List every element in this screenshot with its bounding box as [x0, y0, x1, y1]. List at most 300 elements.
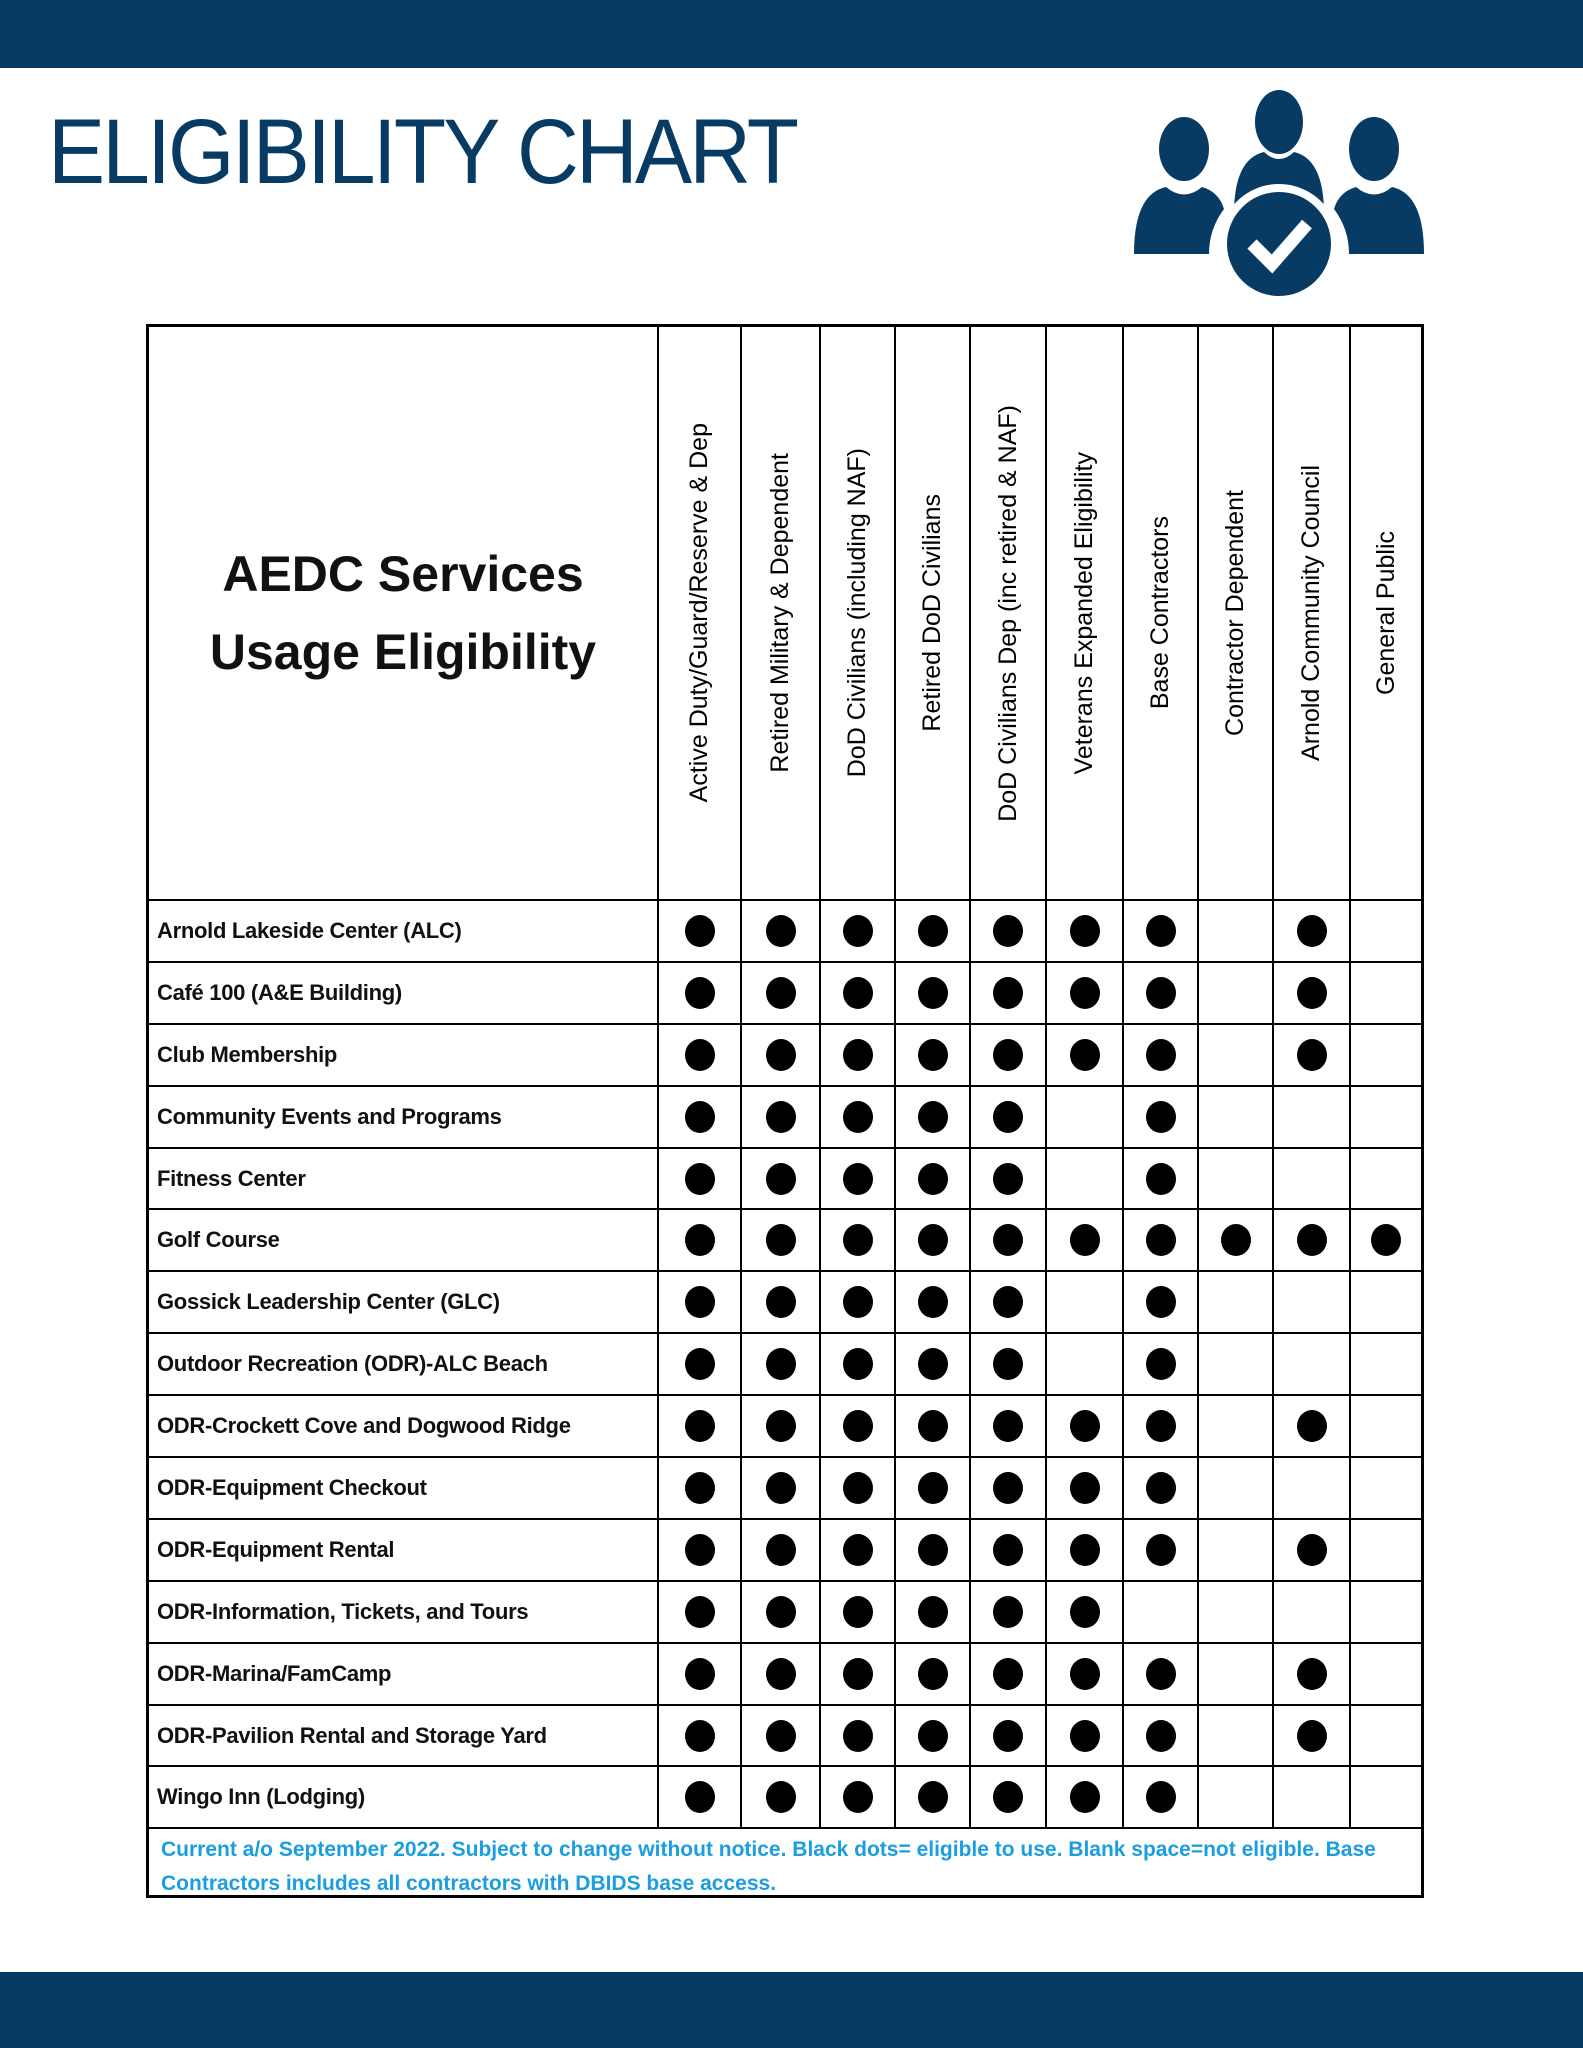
eligible-dot: [843, 1534, 873, 1566]
eligible-dot: [766, 1596, 796, 1628]
eligibility-cell: [1351, 1706, 1421, 1768]
eligibility-cell: [742, 1582, 821, 1644]
eligibility-cell: [1274, 1582, 1351, 1644]
eligibility-cell: [659, 1582, 742, 1644]
table-corner-title: [149, 327, 659, 901]
eligible-dot: [1146, 915, 1176, 947]
row-label: Outdoor Recreation (ODR)-ALC Beach: [149, 1334, 659, 1396]
eligibility-cell: [742, 1644, 821, 1706]
group-checkmark-icon: [1134, 84, 1424, 304]
eligibility-cell: [659, 1458, 742, 1520]
eligibility-cell: [1351, 963, 1421, 1025]
eligibility-cell: [742, 901, 821, 963]
column-header-label: General Public: [1371, 531, 1400, 695]
eligibility-cell: [1124, 1582, 1199, 1644]
eligible-dot: [1146, 1720, 1176, 1752]
eligible-dot: [918, 1101, 948, 1133]
eligible-dot: [993, 1163, 1023, 1195]
eligible-dot: [685, 1720, 715, 1752]
eligibility-cell: [1047, 1582, 1124, 1644]
eligibility-cell: [896, 1272, 971, 1334]
eligibility-cell: [821, 1706, 896, 1768]
eligibility-cell: [896, 1767, 971, 1829]
eligibility-cell: [971, 1087, 1047, 1149]
eligible-dot: [918, 1596, 948, 1628]
eligibility-cell: [742, 1087, 821, 1149]
eligible-dot: [918, 915, 948, 947]
top-banner: [0, 0, 1583, 68]
eligibility-cell: [1351, 901, 1421, 963]
eligibility-cell: [1047, 901, 1124, 963]
row-label: Wingo Inn (Lodging): [149, 1767, 659, 1829]
eligibility-cell: [742, 1334, 821, 1396]
eligibility-cell: [1274, 1644, 1351, 1706]
eligibility-cell: [1351, 1458, 1421, 1520]
row-label: ODR-Equipment Checkout: [149, 1458, 659, 1520]
eligibility-cell: [896, 963, 971, 1025]
eligibility-cell: [1047, 1767, 1124, 1829]
eligible-dot: [843, 1286, 873, 1318]
eligible-dot: [766, 1163, 796, 1195]
eligibility-cell: [1199, 1458, 1274, 1520]
eligibility-cell: [821, 1767, 896, 1829]
eligible-dot: [1146, 1472, 1176, 1504]
column-header-label: Retired Military & Dependent: [766, 453, 794, 773]
eligible-dot: [1070, 977, 1100, 1009]
eligible-dot: [685, 1410, 715, 1442]
column-header: [659, 327, 742, 901]
eligibility-cell: [821, 1087, 896, 1149]
eligibility-cell: [1199, 1767, 1274, 1829]
eligible-dot: [993, 1472, 1023, 1504]
row-label: Community Events and Programs: [149, 1087, 659, 1149]
column-header: [1124, 327, 1199, 901]
eligibility-cell: [896, 1025, 971, 1087]
eligibility-cell: [1047, 1644, 1124, 1706]
eligibility-cell: [896, 1582, 971, 1644]
eligible-dot: [685, 1101, 715, 1133]
column-header: [1351, 327, 1421, 901]
eligibility-table: [146, 324, 1424, 1898]
row-label: ODR-Marina/FamCamp: [149, 1644, 659, 1706]
eligible-dot: [843, 1658, 873, 1690]
eligible-dot: [1146, 1039, 1176, 1071]
eligibility-cell: [971, 1644, 1047, 1706]
eligible-dot: [1146, 1658, 1176, 1690]
eligible-dot: [766, 1658, 796, 1690]
eligible-dot: [685, 1224, 715, 1256]
eligibility-cell: [1274, 1396, 1351, 1458]
eligibility-cell: [1047, 1087, 1124, 1149]
eligibility-cell: [1047, 1706, 1124, 1768]
eligible-dot: [843, 1472, 873, 1504]
eligibility-cell: [971, 963, 1047, 1025]
eligibility-cell: [1274, 1149, 1351, 1211]
eligible-dot: [1070, 1224, 1100, 1256]
eligible-dot: [993, 1534, 1023, 1566]
eligibility-cell: [821, 901, 896, 963]
eligibility-cell: [659, 1767, 742, 1829]
eligible-dot: [1146, 1163, 1176, 1195]
eligible-dot: [993, 1410, 1023, 1442]
eligible-dot: [843, 1410, 873, 1442]
eligibility-cell: [659, 1706, 742, 1768]
eligible-dot: [1146, 977, 1176, 1009]
eligible-dot: [1146, 1534, 1176, 1566]
eligible-dot: [843, 1039, 873, 1071]
row-label: ODR-Crockett Cove and Dogwood Ridge: [149, 1396, 659, 1458]
eligibility-cell: [1124, 1210, 1199, 1272]
row-label: ODR-Equipment Rental: [149, 1520, 659, 1582]
eligible-dot: [993, 1781, 1023, 1813]
eligibility-cell: [1047, 1396, 1124, 1458]
eligibility-cell: [1199, 1520, 1274, 1582]
eligible-dot: [843, 1720, 873, 1752]
eligible-dot: [1371, 1224, 1401, 1256]
eligibility-cell: [1274, 1087, 1351, 1149]
eligible-dot: [993, 1596, 1023, 1628]
eligibility-cell: [896, 1334, 971, 1396]
eligibility-cell: [1124, 963, 1199, 1025]
eligibility-cell: [971, 1210, 1047, 1272]
eligibility-cell: [742, 1767, 821, 1829]
eligible-dot: [1297, 915, 1327, 947]
eligibility-cell: [971, 901, 1047, 963]
eligibility-cell: [659, 1334, 742, 1396]
eligibility-cell: [659, 1149, 742, 1211]
eligibility-cell: [1124, 901, 1199, 963]
eligibility-cell: [1199, 1644, 1274, 1706]
eligibility-cell: [1274, 1706, 1351, 1768]
row-label: Gossick Leadership Center (GLC): [149, 1272, 659, 1334]
eligibility-cell: [659, 901, 742, 963]
eligible-dot: [766, 915, 796, 947]
eligible-dot: [843, 915, 873, 947]
eligible-dot: [843, 977, 873, 1009]
page-title: ELIGIBILITY CHART: [48, 101, 797, 203]
eligible-dot: [918, 1720, 948, 1752]
column-header-label: Arnold Community Council: [1297, 465, 1325, 761]
eligible-dot: [918, 1658, 948, 1690]
eligibility-cell: [971, 1025, 1047, 1087]
eligible-dot: [1297, 1658, 1327, 1690]
eligibility-cell: [971, 1520, 1047, 1582]
eligible-dot: [918, 1472, 948, 1504]
eligible-dot: [918, 1039, 948, 1071]
eligibility-cell: [1199, 963, 1274, 1025]
eligibility-cell: [971, 1767, 1047, 1829]
eligibility-cell: [971, 1272, 1047, 1334]
eligibility-cell: [821, 1334, 896, 1396]
corner-line-2: Usage Eligibility: [209, 624, 597, 680]
eligibility-cell: [1274, 1520, 1351, 1582]
eligible-dot: [685, 977, 715, 1009]
column-header-label: DoD Civilians (including NAF): [843, 448, 871, 778]
row-label: Club Membership: [149, 1025, 659, 1087]
eligibility-cell: [1047, 1458, 1124, 1520]
column-header: [896, 327, 971, 901]
eligibility-cell: [659, 1272, 742, 1334]
eligible-dot: [1146, 1781, 1176, 1813]
eligibility-cell: [1274, 963, 1351, 1025]
column-header-label: DoD Civilians Dep (inc retired & NAF): [993, 404, 1022, 822]
eligibility-cell: [821, 1582, 896, 1644]
eligibility-cell: [742, 1520, 821, 1582]
eligible-dot: [843, 1163, 873, 1195]
eligible-dot: [1297, 977, 1327, 1009]
eligibility-cell: [1199, 1272, 1274, 1334]
eligibility-cell: [1351, 1210, 1421, 1272]
footnote: Current a/o September 2022. Subject to change without notice. Black dots= eligible to use. Blank space=not eligible. Base Contractors includes all contractors with DBIDS base access.: [161, 1838, 1376, 1896]
bottom-banner: [0, 1972, 1583, 2048]
eligible-dot: [685, 1039, 715, 1071]
eligible-dot: [918, 1534, 948, 1566]
column-header-label: Contractor Dependent: [1221, 490, 1249, 736]
eligibility-cell: [659, 963, 742, 1025]
eligible-dot: [766, 1224, 796, 1256]
eligibility-cell: [1351, 1025, 1421, 1087]
eligible-dot: [685, 1781, 715, 1813]
eligible-dot: [1070, 1472, 1100, 1504]
eligibility-cell: [1351, 1149, 1421, 1211]
eligible-dot: [1297, 1534, 1327, 1566]
eligible-dot: [1297, 1039, 1327, 1071]
eligible-dot: [918, 1410, 948, 1442]
column-header: [1274, 327, 1351, 901]
eligible-dot: [766, 1410, 796, 1442]
eligibility-cell: [1274, 1458, 1351, 1520]
eligibility-cell: [659, 1087, 742, 1149]
eligibility-cell: [742, 1706, 821, 1768]
eligible-dot: [685, 1658, 715, 1690]
eligibility-cell: [742, 1149, 821, 1211]
eligibility-cell: [896, 1210, 971, 1272]
row-label: ODR-Information, Tickets, and Tours: [149, 1582, 659, 1644]
eligibility-cell: [1351, 1520, 1421, 1582]
eligibility-cell: [1199, 1334, 1274, 1396]
eligibility-cell: [1199, 901, 1274, 963]
eligible-dot: [993, 1039, 1023, 1071]
eligibility-cell: [1274, 1210, 1351, 1272]
eligible-dot: [1221, 1224, 1251, 1256]
eligibility-cell: [1124, 1520, 1199, 1582]
eligibility-cell: [742, 1210, 821, 1272]
eligibility-cell: [742, 1458, 821, 1520]
eligibility-cell: [971, 1149, 1047, 1211]
eligible-dot: [766, 1039, 796, 1071]
eligible-dot: [766, 1286, 796, 1318]
eligible-dot: [685, 1472, 715, 1504]
eligibility-cell: [821, 1272, 896, 1334]
eligibility-cell: [821, 963, 896, 1025]
column-header: [742, 327, 821, 901]
eligibility-cell: [1199, 1706, 1274, 1768]
eligible-dot: [1297, 1224, 1327, 1256]
eligible-dot: [685, 1534, 715, 1566]
eligible-dot: [993, 1658, 1023, 1690]
eligibility-cell: [896, 1458, 971, 1520]
column-header-label: Veterans Expanded Eligibility: [1070, 451, 1098, 775]
eligible-dot: [993, 1101, 1023, 1133]
eligible-dot: [918, 1224, 948, 1256]
eligibility-cell: [659, 1644, 742, 1706]
eligible-dot: [1070, 915, 1100, 947]
eligibility-cell: [821, 1025, 896, 1087]
eligible-dot: [766, 1472, 796, 1504]
eligible-dot: [1070, 1781, 1100, 1813]
eligible-dot: [918, 977, 948, 1009]
row-label: Arnold Lakeside Center (ALC): [149, 901, 659, 963]
eligibility-cell: [1124, 1025, 1199, 1087]
eligibility-cell: [1124, 1149, 1199, 1211]
eligible-dot: [685, 915, 715, 947]
eligibility-cell: [896, 1644, 971, 1706]
eligibility-cell: [742, 1396, 821, 1458]
eligible-dot: [1070, 1658, 1100, 1690]
eligibility-cell: [896, 1149, 971, 1211]
eligibility-cell: [1047, 1149, 1124, 1211]
eligible-dot: [843, 1781, 873, 1813]
eligibility-cell: [1199, 1087, 1274, 1149]
eligible-dot: [685, 1286, 715, 1318]
eligible-dot: [1146, 1286, 1176, 1318]
eligible-dot: [1146, 1410, 1176, 1442]
eligible-dot: [993, 1348, 1023, 1380]
eligibility-cell: [1124, 1334, 1199, 1396]
eligibility-cell: [896, 1396, 971, 1458]
eligibility-cell: [659, 1210, 742, 1272]
eligible-dot: [843, 1101, 873, 1133]
eligible-dot: [993, 1224, 1023, 1256]
eligible-dot: [766, 1720, 796, 1752]
eligibility-cell: [821, 1458, 896, 1520]
eligibility-cell: [821, 1520, 896, 1582]
column-header-label: Retired DoD Civilians: [918, 494, 946, 732]
eligibility-cell: [971, 1396, 1047, 1458]
eligibility-cell: [821, 1644, 896, 1706]
eligibility-cell: [1199, 1582, 1274, 1644]
eligible-dot: [1146, 1101, 1176, 1133]
eligible-dot: [685, 1596, 715, 1628]
eligible-dot: [993, 1286, 1023, 1318]
eligibility-cell: [742, 1272, 821, 1334]
column-header: [1199, 327, 1274, 901]
eligible-dot: [918, 1163, 948, 1195]
eligible-dot: [1146, 1224, 1176, 1256]
eligibility-cell: [896, 1706, 971, 1768]
eligible-dot: [685, 1163, 715, 1195]
eligibility-cell: [1047, 1520, 1124, 1582]
eligibility-cell: [742, 963, 821, 1025]
eligible-dot: [766, 977, 796, 1009]
eligibility-cell: [896, 1520, 971, 1582]
eligible-dot: [993, 1720, 1023, 1752]
eligible-dot: [843, 1224, 873, 1256]
eligible-dot: [766, 1781, 796, 1813]
eligible-dot: [766, 1348, 796, 1380]
eligible-dot: [1146, 1348, 1176, 1380]
column-header-label: Active Duty/Guard/Reserve & Dep: [685, 423, 713, 803]
row-label: Café 100 (A&E Building): [149, 963, 659, 1025]
eligible-dot: [993, 977, 1023, 1009]
column-header-label: Base Contractors: [1146, 516, 1174, 710]
column-header: [821, 327, 896, 901]
eligibility-cell: [1351, 1767, 1421, 1829]
eligible-dot: [918, 1781, 948, 1813]
eligibility-cell: [1351, 1396, 1421, 1458]
eligible-dot: [1297, 1410, 1327, 1442]
eligible-dot: [918, 1286, 948, 1318]
eligibility-cell: [896, 901, 971, 963]
eligibility-cell: [1124, 1396, 1199, 1458]
eligible-dot: [1070, 1720, 1100, 1752]
eligibility-cell: [659, 1396, 742, 1458]
eligibility-cell: [1047, 1272, 1124, 1334]
eligible-dot: [1297, 1720, 1327, 1752]
eligibility-cell: [1124, 1458, 1199, 1520]
eligibility-cell: [1274, 901, 1351, 963]
eligible-dot: [1070, 1534, 1100, 1566]
eligibility-cell: [1047, 1334, 1124, 1396]
eligibility-cell: [1199, 1210, 1274, 1272]
eligibility-cell: [1351, 1272, 1421, 1334]
eligibility-cell: [971, 1706, 1047, 1768]
eligibility-cell: [896, 1087, 971, 1149]
eligible-dot: [1070, 1039, 1100, 1071]
row-label: Fitness Center: [149, 1149, 659, 1211]
eligibility-cell: [1274, 1767, 1351, 1829]
eligibility-cell: [1124, 1767, 1199, 1829]
eligibility-cell: [1047, 963, 1124, 1025]
eligibility-cell: [971, 1458, 1047, 1520]
eligibility-cell: [1351, 1582, 1421, 1644]
column-header: [971, 327, 1047, 901]
eligibility-cell: [821, 1210, 896, 1272]
eligibility-cell: [971, 1582, 1047, 1644]
eligibility-cell: [1351, 1087, 1421, 1149]
eligible-dot: [843, 1596, 873, 1628]
eligibility-cell: [1047, 1025, 1124, 1087]
row-label: Golf Course: [149, 1210, 659, 1272]
eligibility-cell: [742, 1025, 821, 1087]
eligible-dot: [918, 1348, 948, 1380]
row-label: ODR-Pavilion Rental and Storage Yard: [149, 1706, 659, 1768]
eligible-dot: [766, 1534, 796, 1566]
eligibility-cell: [1124, 1706, 1199, 1768]
eligible-dot: [1070, 1596, 1100, 1628]
eligibility-cell: [1274, 1334, 1351, 1396]
eligibility-cell: [1351, 1334, 1421, 1396]
corner-line-1: AEDC Services: [222, 546, 584, 602]
eligibility-cell: [1351, 1644, 1421, 1706]
eligibility-cell: [1274, 1272, 1351, 1334]
eligibility-cell: [1124, 1644, 1199, 1706]
eligibility-cell: [821, 1149, 896, 1211]
eligibility-cell: [1199, 1396, 1274, 1458]
eligible-dot: [843, 1348, 873, 1380]
eligibility-cell: [1124, 1087, 1199, 1149]
eligible-dot: [685, 1348, 715, 1380]
eligibility-cell: [1199, 1149, 1274, 1211]
eligibility-cell: [1124, 1272, 1199, 1334]
eligibility-cell: [659, 1025, 742, 1087]
eligible-dot: [1070, 1410, 1100, 1442]
eligible-dot: [766, 1101, 796, 1133]
column-header: [1047, 327, 1124, 901]
eligibility-cell: [971, 1334, 1047, 1396]
eligible-dot: [993, 915, 1023, 947]
eligibility-cell: [1199, 1025, 1274, 1087]
